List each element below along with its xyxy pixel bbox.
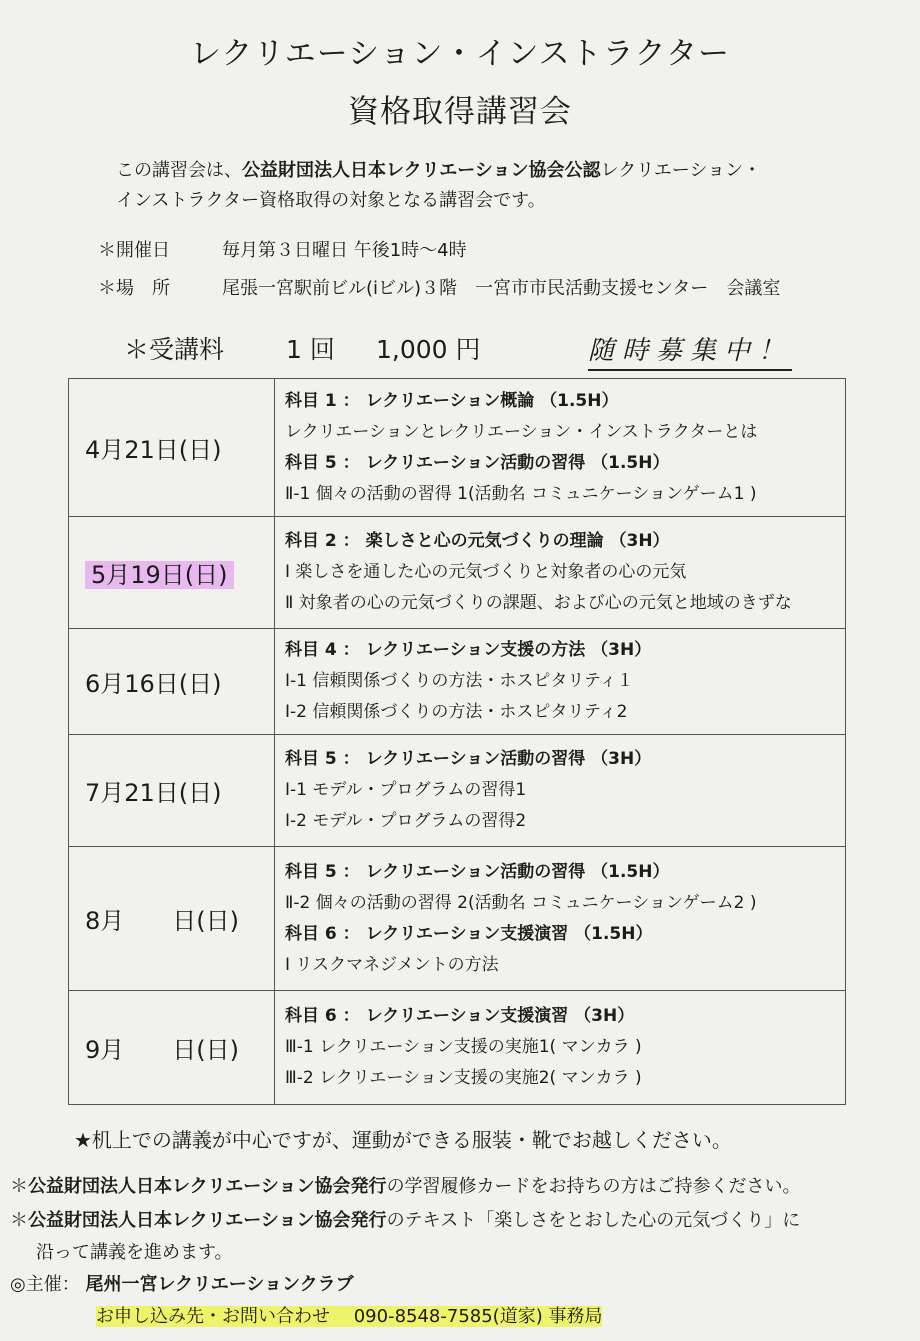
subject-line: 科目 5 ： レクリエーション活動の習得 （3H）: [285, 749, 652, 769]
note-org-name: 公益財団法人日本レクリエーション協会発行: [28, 1210, 387, 1231]
topic-line: レクリエーションとレクリエーション・インストラクターとは: [285, 421, 758, 442]
schedule-row: [69, 629, 846, 735]
schedule-content: [275, 847, 846, 991]
topic-line: Ⅲ-1 レクリエーション支援の実施1( マンカラ ): [285, 1037, 642, 1057]
contact-text: お申し込み先・お問い合わせ 090-8548-7585(道家) 事務局: [96, 1306, 603, 1327]
schedule-content: [275, 735, 846, 847]
date-text: 9月 日(日): [85, 1036, 239, 1064]
organizer-label: ◎主催：: [10, 1274, 80, 1295]
topic-line: Ⅰ-2 モデル・プログラムの習得2: [285, 811, 527, 831]
topic-line: Ⅰ 楽しさを通した心の元気づくりと対象者の心の元気: [285, 562, 687, 582]
schedule-date: [69, 991, 275, 1105]
intro-text-c: レクリエーション・: [600, 160, 762, 181]
subject-line: 科目 4 ： レクリエーション支援の方法 （3H）: [285, 640, 652, 660]
contact-info: [96, 1302, 602, 1328]
attire-note: ★机上での講義が中心ですが、運動ができる服装・靴でお越しください。: [74, 1128, 732, 1152]
schedule-content: [275, 379, 846, 517]
subject-line: 科目 6 ： レクリエーション支援演習 （1.5H）: [285, 923, 653, 944]
date-value: 毎月第３日曜日 午後1時～4時: [222, 240, 467, 261]
topic-line: Ⅲ-2 レクリエーション支援の実施2( マンカラ ): [285, 1068, 642, 1088]
topic-line: Ⅰ リスクマネジメントの方法: [285, 954, 499, 975]
intro-org-name: 公益財団法人日本レクリエーション協会公認: [242, 160, 601, 181]
fee-amount: 1,000 円: [376, 335, 481, 364]
topic-line: Ⅰ-1 モデル・プログラムの習得1: [285, 780, 527, 800]
schedule-content: [275, 517, 846, 629]
topic-line: Ⅰ-1 信頼関係づくりの方法・ホスピタリティ１: [285, 671, 634, 691]
text-note-continuation: 沿って講義を進めます。: [36, 1242, 233, 1263]
topic-line: Ⅱ-1 個々の活動の習得 1(活動名 コミュニケーションゲーム1 ): [285, 483, 757, 504]
date-text: 4月21日(日): [85, 436, 222, 464]
schedule-content: [275, 629, 846, 735]
topic-line: Ⅰ-2 信頼関係づくりの方法・ホスピタリティ2: [285, 702, 628, 722]
intro-text-a: この講習会は、: [116, 160, 242, 181]
schedule-row: [69, 735, 846, 847]
fee-count: 1 回: [286, 335, 335, 364]
card-note: [10, 1172, 801, 1198]
date-text: 6月16日(日): [85, 670, 222, 698]
intro-text-line2: インストラクター資格取得の対象となる講習会です。: [116, 190, 546, 211]
schedule-row: [69, 847, 846, 991]
topic-line: Ⅱ-2 個々の活動の習得 2(活動名 コミュニケーションゲーム2 ): [285, 892, 757, 913]
date-text-highlighted: 5月19日(日): [85, 561, 234, 589]
place-label: ＊場 所: [98, 278, 170, 299]
fee-label: ＊受講料: [124, 335, 225, 364]
page-subtitle: 資格取得講習会: [348, 94, 572, 130]
schedule-date: [69, 629, 275, 735]
note-bullet: ＊: [10, 1176, 28, 1197]
text-note: [10, 1206, 800, 1232]
schedule-date: [69, 517, 275, 629]
organizer: [10, 1270, 354, 1296]
subject-line: 科目 2 ： 楽しさと心の元気づくりの理論 （3H）: [285, 531, 670, 551]
date-text: 8月 日(日): [85, 907, 239, 935]
topic-line: Ⅱ 対象者の心の元気づくりの課題、および心の元気と地域のきずな: [285, 593, 792, 613]
page-title: レクリエーション・インストラクター: [190, 36, 730, 72]
subject-line: 科目 6 ： レクリエーション支援演習 （3H）: [285, 1006, 635, 1026]
date-label: ＊開催日: [98, 240, 170, 261]
note-text: のテキスト「楽しさをとおした心の元気づくり」に: [386, 1210, 801, 1231]
schedule-table: [68, 378, 846, 1105]
subject-line: 科目 5 ： レクリエーション活動の習得 （1.5H）: [285, 452, 670, 473]
schedule-date: [69, 379, 275, 517]
place-value: 尾張一宮駅前ビル(iビル)３階 一宮市市民活動支援センター 会議室: [222, 278, 781, 299]
note-bullet: ＊: [10, 1210, 28, 1231]
intro-text: [116, 156, 761, 216]
schedule-row: [69, 379, 846, 517]
organizer-name: 尾州一宮レクリエーションクラブ: [85, 1274, 354, 1295]
subject-line: 科目 1 ： レクリエーション概論 （1.5H）: [285, 390, 619, 411]
schedule-content: [275, 991, 846, 1105]
schedule-row: [69, 517, 846, 629]
date-text: 7月21日(日): [85, 779, 222, 807]
recruiting-banner: 随時募集中！: [588, 330, 792, 371]
schedule-date: [69, 847, 275, 991]
note-text: の学習履修カードをお持ちの方はご持参ください。: [386, 1176, 801, 1197]
subject-line: 科目 5 ： レクリエーション活動の習得 （1.5H）: [285, 861, 670, 882]
note-org-name: 公益財団法人日本レクリエーション協会発行: [28, 1176, 387, 1197]
schedule-row: [69, 991, 846, 1105]
schedule-date: [69, 735, 275, 847]
